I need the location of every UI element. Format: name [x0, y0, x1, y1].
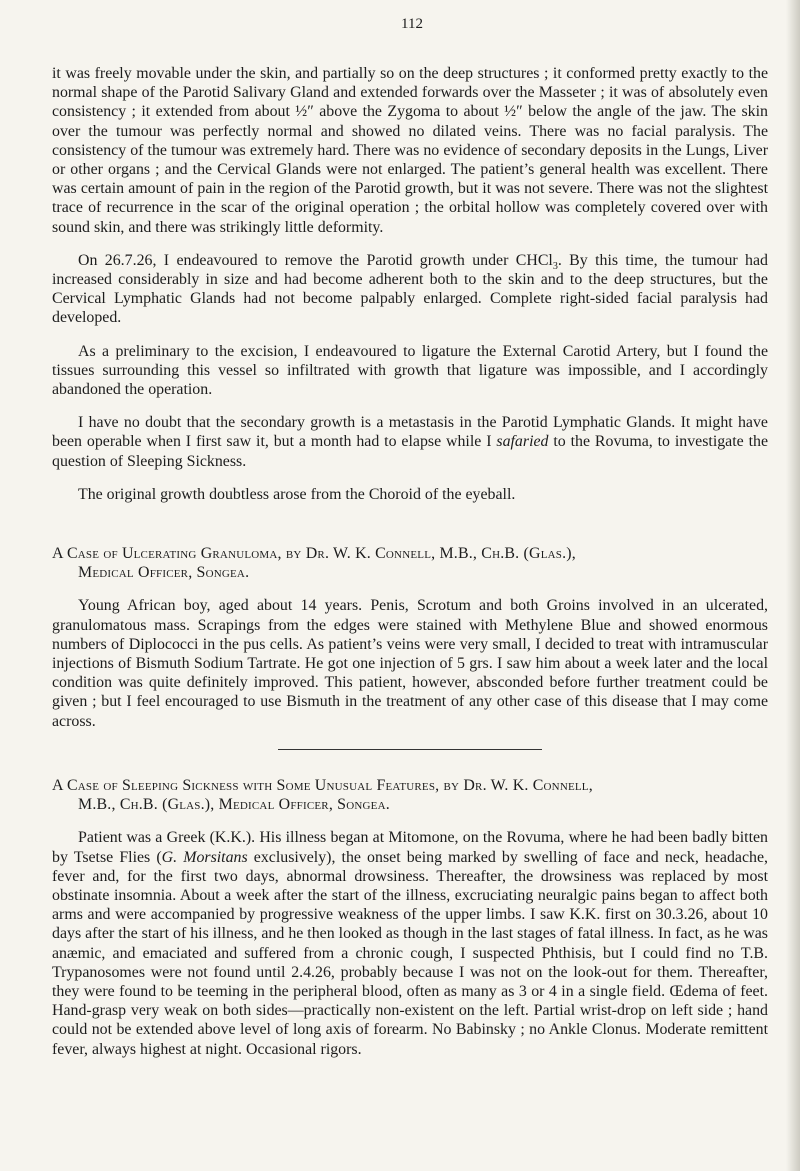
para2-subscript: 3 [552, 261, 558, 272]
para4-italic: safaried [496, 433, 549, 451]
case1-title-line1: A Case of Ulcerating Granuloma, by Dr. W. K. Connell, M.B., Ch.B. (Glas.), [52, 545, 576, 563]
paragraph-operation-attempt [52, 251, 768, 328]
case2-body [52, 828, 768, 1058]
case1-title-line2: Medical Officer, Songea. [78, 564, 250, 582]
para4-text-b: to the Rovuma, to investigate the question of Sleeping Sickness. [52, 433, 769, 470]
paragraph-metastasis [52, 413, 768, 471]
page-edge-shadow [786, 0, 800, 1171]
case2-text-a: Patient was a Greek (K.K.). His illness began at Mitomone, on the Rovuma, where he had been badly bitten by Tsetse Flies ( [52, 829, 768, 866]
para4-text-a: I have no doubt that the secondary growth is a metastasis in the Parotid Lymphatic Glands. It might have been operable when I first saw it, but a month had to elapse while I [52, 414, 768, 451]
paragraph-choroid-origin: The original growth doubtless arose from the Choroid of the eyeball. [78, 485, 516, 503]
case1-body: Young African boy, aged about 14 years. Penis, Scrotum and both Groins involved in an ulcerated, granulomatous mass. Scrapings from the edges were stained with Methylene Blue and showed enormous numbers of Diplococci in the pus cells. As patient’s veins were very small, I decided to treat with intramuscular injections of Bismuth Sodium Tartrate. He got one injection of 5 grs. I saw him about a week later and the local condition was quite definitely improved. This patient, however, absconded before further treatment could be given ; but I feel encouraged to use Bismuth in the treatment of any other case of this disease that I may come across. [52, 597, 768, 730]
para2-text-a: On 26.7.26, I endeavoured to remove the Parotid growth under CHCl [78, 251, 553, 269]
page-number: 112 [401, 16, 423, 32]
case2-text-b: exclusively), the onset being marked by swelling of face and neck, headache, fever and, for the first two days, abnormal drowsiness. Thereafter, the drowsiness was replaced by most obstinate insomnia. About a week after the start of the illness, excruciating neuralgic pains began to affect both arms and were accompanied by progressive weakness of the upper limbs. I saw K.K. first on 30.3.26, about 10 days after the start of his illness, and he then looked as though in the last stages of fatal illness. In fact, as he was anæmic, and emaciated and suffered from a chronic cough, I suspected Phthisis, but I could find no T.B. Trypanosomes were not found until 2.4.26, probably because I was not on the look-out for them. Thereafter, they were found to be teeming in the peripheral blood, often as many as 3 or 4 in a single field. Œdema of feet. Hand-grasp very weak on both sides—practically non-existent on the left. Partial wrist-drop on left side ; hand could not be extended above level of long axis of forearm. No Babinsky ; no Ankle Clonus. Moderate remittent fever, always highest at night. Occasional rigors. [52, 848, 768, 1058]
case2-italic: G. Morsitans [161, 848, 248, 866]
case-title-ulcerating-granuloma [52, 544, 768, 582]
case2-title-line2: M.B., Ch.B. (Glas.), Medical Officer, Songea. [78, 796, 390, 814]
paragraph-parotid-tumour: it was freely movable under the skin, and partially so on the deep structures ; it conformed pretty exactly to the normal shape of the Parotid Salivary Gland and extended forwards over the Masseter ; it was of absolutely even consistency ; it extended from about ½″ above the Zygoma to about ½″ below the angle of the jaw. The skin over the tumour was perfectly normal and showed no dilated veins. There was no facial paralysis. The consistency of the tumour was extremely hard. There was no evidence of secondary deposits in the Lungs, Liver or other organs ; and the Cervical Glands were not enlarged. The patient’s general health was excellent. There was certain amount of pain in the region of the Parotid growth, but it was not severe. There was not the slightest trace of recurrence in the scar of the original operation ; the orbital hollow was completely covered over with sound skin, and there was strikingly little deformity. [52, 65, 768, 236]
para2-text-b: . By this time, the tumour had increased considerably in size and had become adherent both to the skin and to the deep structures, but the Cervical Lymphatic Glands had not become palpably enlarged. Complete right-sided facial paralysis had developed. [52, 251, 768, 327]
case2-title-line1: A Case of Sleeping Sickness with Some Unusual Features, by Dr. W. K. Connell, [52, 776, 593, 794]
case-title-sleeping-sickness [52, 776, 768, 814]
paragraph-carotid-ligature: As a preliminary to the excision, I endeavoured to ligature the External Carotid Artery, but I found the tissues surrounding this vessel so infiltrated with growth that ligature was impossible, and I accordingly abandoned the operation. [52, 342, 768, 399]
document-page [52, 16, 768, 1059]
